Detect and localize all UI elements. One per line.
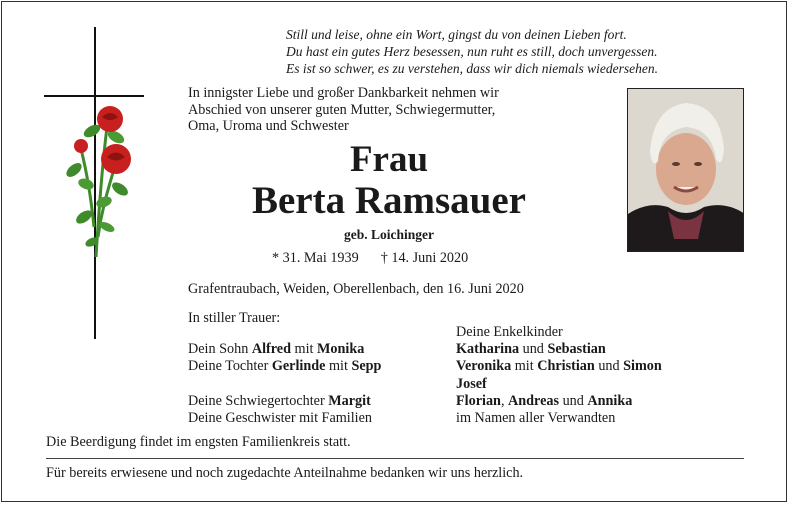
mourner-line: Josef: [456, 375, 487, 392]
portrait-photo: [627, 88, 744, 252]
mourners-right-column: [456, 324, 662, 427]
divider: [46, 458, 744, 459]
mourner-line: Deine Tochter Gerlinde mit Sepp: [188, 358, 382, 375]
burial-note: Die Beerdigung findet im engsten Familienkreis statt.: [46, 434, 351, 450]
mourner-line: Deine Schwiegertochter Margit: [188, 392, 371, 409]
intro-text: [188, 85, 499, 135]
thanks-note: Für bereits erwiesene und noch zugedachte Anteilnahme bedanken wir uns herzlich.: [46, 465, 524, 481]
mourners-heading: In stiller Trauer:: [188, 310, 281, 326]
mourner-line: Veronika mit Christian und Simon: [456, 358, 662, 375]
mourners-left-column: [188, 341, 381, 427]
deceased-name: Berta Ramsauer: [251, 179, 526, 222]
cross-with-roses-icon: [44, 27, 144, 339]
portrait-image: [628, 89, 744, 252]
grandchildren-heading: Deine Enkelkinder: [456, 324, 563, 340]
intro-line: Abschied von unserer guten Mutter, Schwiegermutter,: [188, 101, 496, 118]
poem-line: Still und leise, ohne ein Wort, gingst du von deinen Lieben fort.: [286, 27, 627, 42]
poem-line: Es ist so schwer, es zu verstehen, dass wir dich niemals wiedersehen.: [286, 61, 658, 76]
mourner-line: Florian, Andreas und Annika: [456, 392, 633, 409]
mourner-line: im Namen aller Verwandten: [456, 410, 616, 427]
salutation: Frau: [349, 139, 429, 180]
intro-line: Oma, Uroma und Schwester: [188, 118, 349, 134]
poem: [286, 26, 658, 77]
mourner-line: Dein Sohn Alfred mit Monika: [188, 341, 365, 357]
death-date: † 14. Juni 2020: [380, 250, 469, 266]
mourner-spacer: [188, 375, 381, 392]
maiden-name: geb. Loichinger: [344, 227, 434, 242]
intro-line: In innigster Liebe und großer Dankbarkeit nehmen wir: [188, 85, 499, 101]
mourner-line: Deine Geschwister mit Familien: [188, 409, 373, 426]
life-dates: [272, 250, 468, 267]
place-and-date: Grafentraubach, Weiden, Oberellenbach, den 16. Juni 2020: [188, 281, 524, 297]
mourner-line: Katharina und Sebastian: [456, 341, 606, 358]
birth-date: * 31. Mai 1939: [272, 250, 359, 266]
poem-line: Du hast ein gutes Herz besessen, nun ruht es still, doch unvergessen.: [286, 44, 658, 59]
